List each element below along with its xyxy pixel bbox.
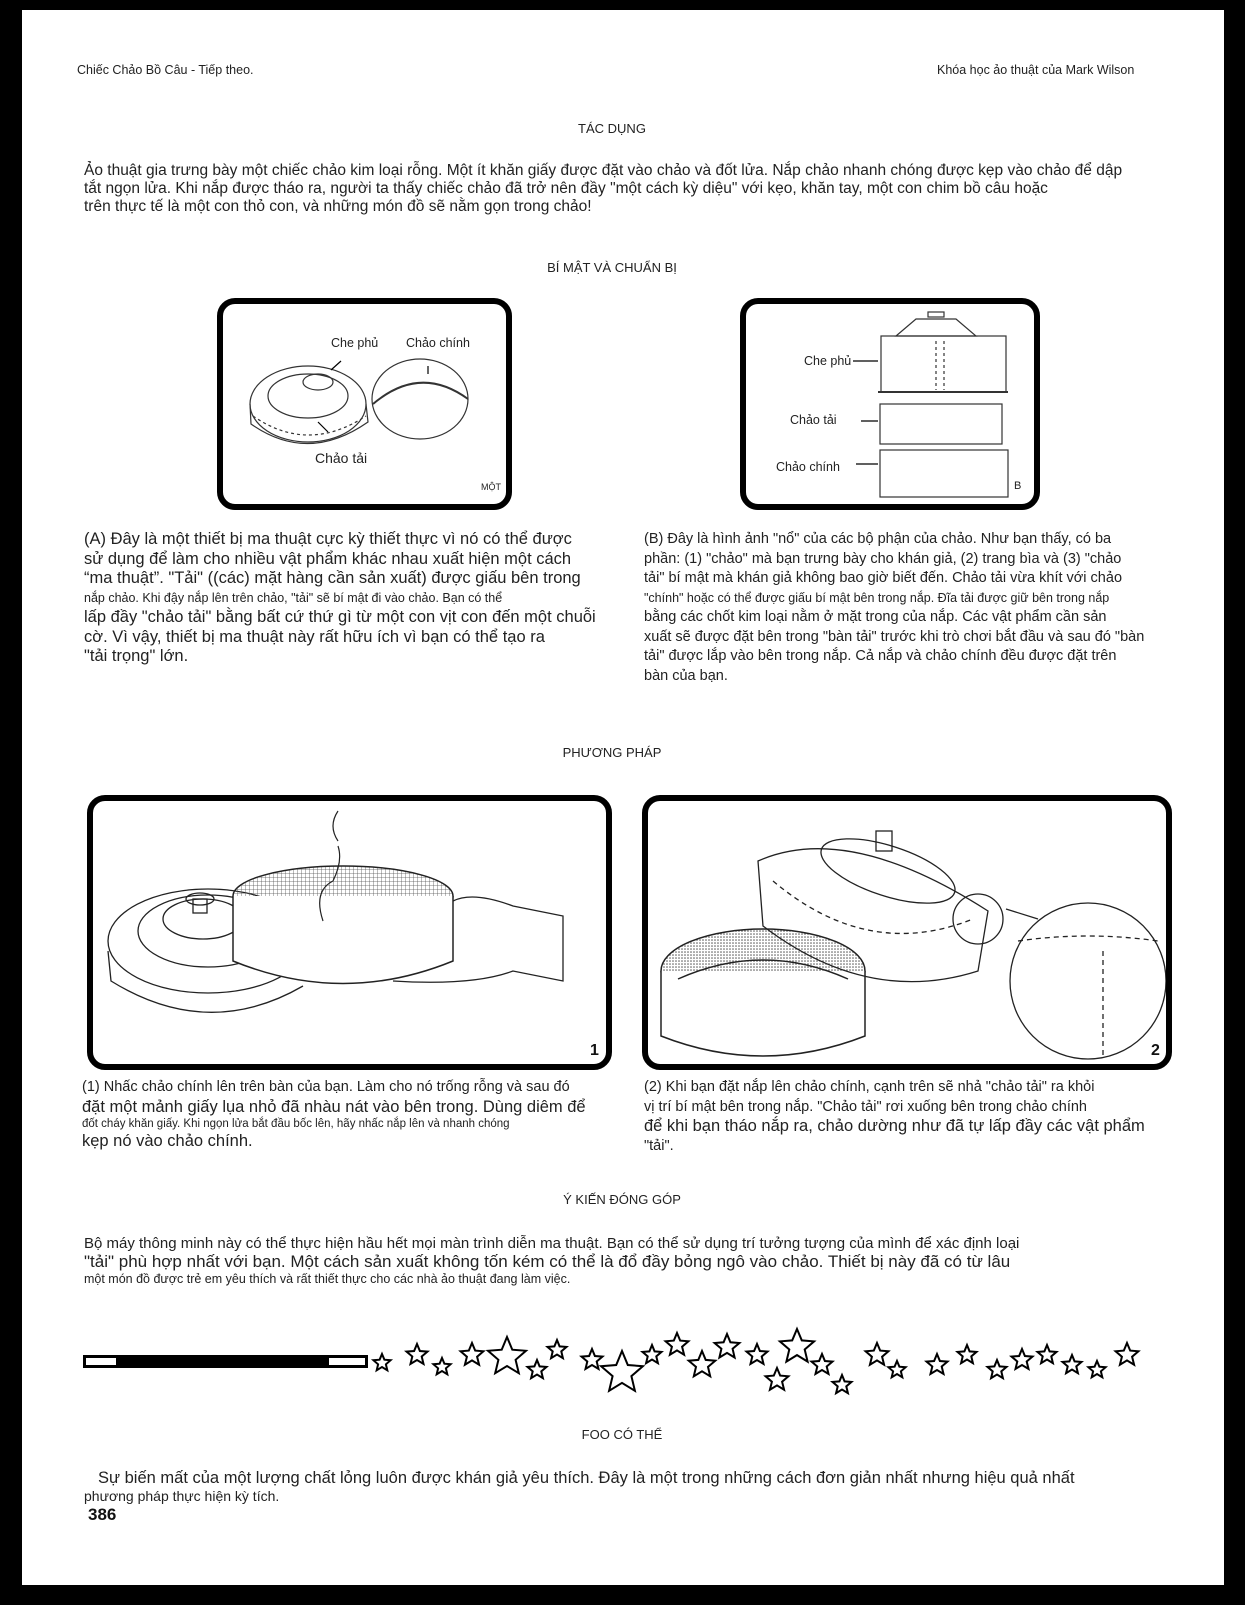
text-line: Sự biến mất của một lượng chất lỏng luôn được khán giả yêu thích. Đây là một trong những cách đơn giản nhất nhưng hiệu quả nhất [98,1469,1075,1487]
star-icon [888,1361,905,1377]
magic-wand-divider [77,1325,1177,1425]
section-title-effect: TÁC DỤNG [578,121,646,136]
text-line: Bộ máy thông minh này có thể thực hiện hầu hết mọi màn trình diễn ma thuật. Bạn có thể sử dụng trí tưởng tượng của mình để xác định loại [84,1235,1020,1252]
text-line: (1) Nhấc chảo chính lên trên bàn của bạn. Làm cho nó trống rỗng và sau đó [82,1079,570,1095]
step-2-illustration [648,801,1166,1064]
star-icon [433,1358,450,1374]
section-title-next: FOO CÓ THỂ [581,1427,663,1442]
section-title-secret: BÍ MẬT VÀ CHUẨN BỊ [547,260,677,275]
star-icon [958,1345,977,1363]
star-icon [1063,1355,1082,1373]
text-line: phương pháp thực hiện kỳ tích. [84,1488,280,1504]
stars-icon [373,1329,1138,1393]
star-icon [488,1337,526,1373]
section-title-comments: Ý KIẾN ĐÓNG GÓP [563,1192,681,1207]
text-line: Ảo thuật gia trưng bày một chiếc chảo kim loại rỗng. Một ít khăn giấy được đặt vào chảo và đốt lửa. Nắp chảo nhanh chóng được kẹp vào chảo để dập [84,162,1123,179]
text-line: trên thực tế là một con thỏ con, và những món đồ sẽ nằm gọn trong chảo! [84,198,592,215]
label-main-pan: Chảo chính [406,336,470,350]
step-number: 1 [590,1042,599,1059]
text-line: "tải". [644,1137,674,1154]
caption-b [644,530,1164,686]
caption-step-1 [82,1078,617,1152]
star-icon [833,1375,852,1393]
label-cover: Che phủ [331,336,379,350]
star-icon [812,1354,833,1374]
figure-tag: B [1014,480,1022,492]
text-line: sử dụng để làm cho nhiều vật phẩm khác nhau xuất hiện một cách [84,549,572,568]
star-icon [1038,1345,1057,1363]
text-line: để khi bạn tháo nắp ra, chảo dường như đã tự lấp đầy các vật phẩm [644,1117,1145,1135]
star-icon [1116,1343,1139,1365]
star-icon [715,1334,740,1358]
text-line: bàn của bạn. [644,667,728,684]
label-load-pan: Chảo tải [315,450,368,466]
figure-b-stacked-parts [740,298,1040,510]
text-line: kẹp nó vào chảo chính. [82,1132,253,1150]
star-icon [866,1343,889,1365]
caption-step-2 [644,1078,1184,1156]
text-line: bằng các chốt kim loại nằm ở mặt trong của nắp. Các vật phẩm cần sản [644,609,1107,625]
step-number: 2 [1151,1042,1160,1059]
text-line: một món đồ được trẻ em yêu thích và rất thiết thực cho các nhà ảo thuật đang làm việc. [84,1272,571,1286]
text-line: nắp chảo. Khi đậy nắp lên trên chảo, "tải" sẽ bí mật đi vào chảo. Bạn có thể [84,590,503,605]
effect-paragraph [84,162,1184,216]
text-line: tắt ngọn lửa. Khi nắp được tháo ra, người ta thấy chiếc chảo đã trở nên đầy "một cách kỳ diệu" với kẹo, khăn tay, một con chim bồ câu hoặc [84,180,1048,197]
page-number: 386 [88,1505,117,1524]
text-line: "tải trọng" lớn. [84,647,189,665]
text-line: đốt cháy khăn giấy. Khi ngọn lửa bắt đầu bốc lên, hãy nhấc nắp lên và nhanh chóng [82,1118,510,1130]
text-line: tải" được lắp vào bên trong nắp. Cả nắp và chảo chính đều được đặt trên [644,648,1117,664]
label-main-pan: Chảo chính [776,460,840,474]
step-1-illustration [93,801,606,1064]
star-icon [689,1351,716,1376]
star-icon [988,1360,1007,1378]
star-icon [643,1345,662,1363]
document-page [22,10,1224,1585]
text-line: “ma thuật”. "Tải" ((các) mặt hàng cần sản xuất) được giấu bên trong [84,569,581,587]
figure-step-2 [642,795,1172,1070]
star-icon [407,1344,428,1364]
text-line: vị trí bí mật bên trong nắp. "Chảo tải" rơi xuống bên trong chảo chính [644,1098,1087,1115]
star-icon [780,1329,814,1362]
star-icon [1088,1361,1105,1377]
figure-b-illustration [746,304,1034,504]
text-line: đặt một mảnh giấy lụa nhỏ đã nhàu nát vào bên trong. Dùng diêm để [82,1097,586,1116]
figure-tag: MỘT [481,482,501,492]
caption-a [84,530,604,667]
figure-a-exploded-parts [217,298,512,510]
star-icon [747,1344,768,1364]
star-icon [528,1360,547,1378]
text-line: cờ. Vì vậy, thiết bị ma thuật này rất hữu ích vì bạn có thể tạo ra [84,627,545,646]
figure-step-1 [87,795,612,1070]
star-icon [601,1351,643,1391]
text-line: (2) Khi bạn đặt nắp lên chảo chính, cạnh trên sẽ nhả "chảo tải" ra khỏi [644,1079,1095,1095]
next-paragraph [84,1468,1184,1505]
text-line: phần: (1) "chảo" mà bạn trưng bày cho khán giả, (2) trang bìa và (3) "chảo [644,550,1122,567]
text-line: (A) Đây là một thiết bị ma thuật cực kỳ thiết thực vì nó có thể được [84,530,572,548]
text-line: tải" bí mật mà khán giả không bao giờ biết đến. Chảo tải vừa khít với chảo [644,570,1123,586]
text-line: "chính" hoặc có thể được giấu bí mật bên trong nắp. Đĩa tải được giữ bên trong nắp [644,590,1110,605]
star-icon [766,1368,789,1390]
text-line: xuất sẽ được đặt bên trong "bàn tải" trước khi trò chơi bắt đầu và sau đó "bàn [644,628,1145,645]
label-cover: Che phủ [804,354,852,368]
comments-paragraph [84,1235,1184,1288]
text-line: (B) Đây là hình ảnh "nổ" của các bộ phận của chảo. Như bạn thấy, có ba [644,531,1112,547]
running-header-left: Chiếc Chảo Bồ Câu - Tiếp theo. [77,63,254,77]
star-icon [927,1354,948,1374]
figure-a-illustration [223,304,506,504]
wand-icon [83,1355,368,1368]
star-icon [373,1354,390,1370]
star-icon [666,1333,689,1355]
star-icon [548,1340,567,1358]
text-line: lấp đầy "chảo tải" bằng bất cứ thứ gì từ một con vịt con đến một chuỗi [84,608,596,626]
label-load-pan: Chảo tải [790,413,837,427]
section-title-method: PHƯƠNG PHÁP [562,745,662,760]
text-line: "tải" phù hợp nhất với bạn. Một cách sản xuất không tốn kém có thể là đổ đầy bỏng ngô vào chảo. Thiết bị này đã có từ lâu [84,1252,1011,1271]
running-header-right: Khóa học ảo thuật của Mark Wilson [937,63,1135,77]
star-icon [461,1343,484,1365]
star-icon [1012,1349,1033,1369]
